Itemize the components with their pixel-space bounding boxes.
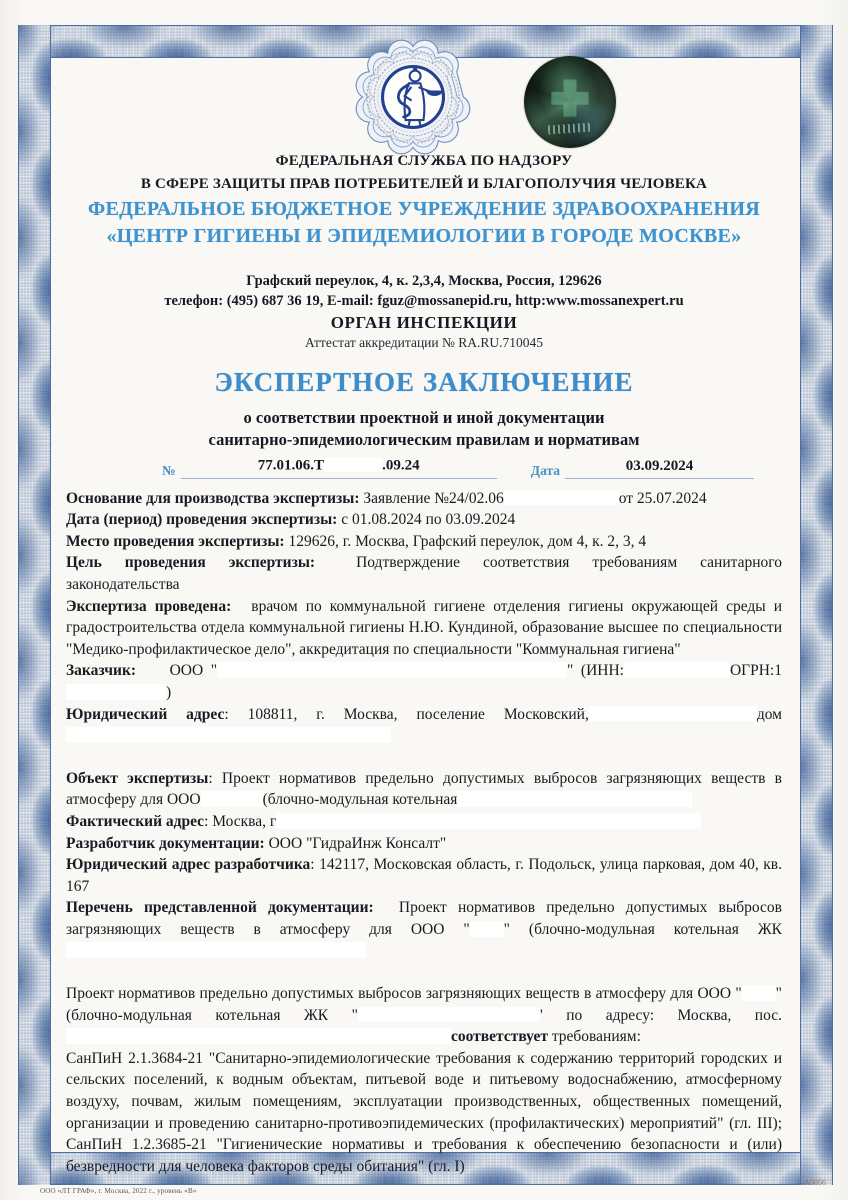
department-title: ОРГАН ИНСПЕКЦИИ: [330, 313, 518, 332]
field-label: Разработчик документации:: [66, 834, 269, 852]
date-field: [565, 458, 754, 479]
document-title: ЭКСПЕРТНОЕ ЗАКЛЮЧЕНИЕ: [214, 367, 634, 397]
field-label: Дата (период) проведения экспертизы:: [66, 511, 342, 529]
field-text: " (блочно-модульная котельная ЖК ": [66, 985, 782, 1024]
field-text: Проект нормативов предельно допустимых выбросов загрязняющих веществ в атмосферу для ООО ": [66, 985, 742, 1003]
number-label: №: [162, 462, 176, 478]
hologram-seal-icon: [524, 56, 616, 148]
org-name-line2: «ЦЕНТР ГИГИЕНЫ И ЭПИДЕМИОЛОГИИ В ГОРОДЕ МОСКВЕ»: [106, 225, 742, 247]
document-subtitle-2: санитарно-эпидемиологическим правилам и нормативам: [208, 430, 640, 449]
field-text: требованиям:: [551, 1028, 641, 1046]
body-paragraph: [66, 768, 782, 811]
agency-name-line1: ФЕДЕРАЛЬНАЯ СЛУЖБА ПО НАДЗОРУ: [275, 153, 573, 169]
body-paragraph: [66, 488, 782, 510]
spacer: [144, 674, 170, 675]
field-text: " (ИНН:: [567, 662, 624, 680]
org-contacts: телефон: (495) 687 36 19, E-mail: fguz@mossanepid.ru, http:www.mossanexpert.ru: [164, 293, 684, 309]
field-text: с 01.08.2024 по 03.09.2024: [341, 511, 516, 529]
redaction-gap: [66, 942, 366, 958]
form-series-code: А5056: [804, 1178, 826, 1187]
redaction-gap: [358, 1007, 540, 1023]
number-field: [181, 457, 497, 479]
body-paragraph: [66, 531, 782, 553]
document-number-block: [162, 457, 497, 479]
field-text: СанПиН 2.1.3684-21 "Санитарно-эпидемиологические требования к содержанию территорий городских и сельских поселений, к водным объектам, питьевой воде и питьевому водоснабжению, атмосферному воздуху, почвам, жилым помещениям, эксплуатации производственных, общественных помещений, организации и проведению санитарно-противоэпидемических (профилактических) мероприятий" (гл. III); СанПиН 1.2.3685-21 "Гигиенические нормативы и требования к обеспечению безопасности и (или) безвредности для человека факторов среды обитания" (гл. I): [66, 1049, 782, 1175]
number-date-row: [162, 457, 754, 479]
field-label: Экспертиза проведена:: [66, 597, 240, 615]
field-label: Перечень представленной документации:: [66, 899, 385, 917]
redaction-gap: [457, 791, 692, 807]
redaction-gap: [201, 791, 263, 807]
field-label: Юридический адрес разработчика: [66, 856, 311, 874]
field-label: Объект экспертизы: [66, 769, 209, 787]
field-text: : Проект нормативов предельно допустимых выбросов загрязняющих веществ в атмосферу для ООО: [66, 769, 782, 809]
field-text: : 108811, г. Москва, поселение Московский,: [224, 705, 589, 723]
field-label: Цель проведения экспертизы:: [66, 554, 339, 572]
field-text: от 25.07.2024: [618, 489, 707, 507]
field-label: Заказчик:: [66, 662, 144, 680]
body-paragraph: [66, 509, 782, 531]
body-paragraph: [66, 704, 782, 747]
redaction-gap: [742, 985, 776, 1001]
body-paragraph: [66, 1048, 782, 1178]
redaction-gap: [66, 727, 391, 743]
field-text: ООО "ГидраИнж Консалт": [268, 834, 447, 852]
field-text: ): [166, 683, 172, 701]
field-label: Место проведения экспертизы:: [66, 532, 289, 550]
field-label: соответствует: [451, 1028, 552, 1046]
body-paragraph: [66, 660, 782, 703]
redaction-gap: [504, 490, 619, 506]
field-text: Проект нормативов предельно допустимых выбросов загрязняющих веществ в атмосферу для ООО ": [66, 899, 783, 938]
body-paragraph: [66, 854, 782, 897]
redaction-gap: [324, 457, 382, 472]
field-text: ' по адресу: Москва, пос.: [539, 1006, 782, 1024]
hygieia-emblem-icon: [350, 34, 476, 160]
document-subtitle-1: о соответствии проектной и иной документации: [243, 408, 605, 427]
date-value: 03.09.2024: [625, 457, 694, 474]
document-content: [66, 58, 782, 1177]
blank-line: [66, 962, 782, 983]
spacer: [385, 911, 399, 912]
spacer: [338, 566, 356, 567]
field-text: " (блочно-модульная котельная ЖК: [503, 920, 782, 938]
field-text: ОГРН:1: [729, 662, 782, 680]
field-text: : 142117, Московская область, г. Подольск, улица парковая, дом 40, кв. 167: [66, 856, 783, 895]
redaction-gap: [66, 684, 166, 700]
field-text: 129626, г. Москва, Графский переулок, дом 4, к. 2, 3, 4: [288, 532, 647, 550]
body-paragraph: [66, 552, 782, 595]
body-paragraph: [66, 897, 782, 962]
guilloche-border-left: [18, 25, 51, 1185]
guilloche-border-right: [800, 25, 833, 1185]
redaction-gap: [470, 921, 504, 937]
printer-fine-print: ООО «ЛТ ГРАФ», г. Москва, 2022 г., уровень «В»: [40, 1187, 197, 1195]
accreditation-line: Аттестат аккредитации № RA.RU.710045: [304, 335, 544, 350]
field-text: Подтверждение соответствия требованиям санитарного законодательства: [66, 554, 782, 593]
field-text: Заявление №24/02.06: [363, 489, 504, 507]
document-date-block: [531, 457, 754, 479]
redaction-gap: [66, 1028, 451, 1044]
org-name-line1: ФЕДЕРАЛЬНОЕ БЮДЖЕТНОЕ УЧРЕЖДЕНИЕ ЗДРАВООХРАНЕНИЯ: [88, 198, 760, 220]
redaction-gap: [217, 662, 567, 678]
body-paragraph: [66, 811, 782, 833]
field-text: : Москва, г: [204, 812, 277, 830]
org-address: Графский переулок, 4, к. 2,3,4, Москва, Россия, 129626: [246, 273, 602, 289]
redaction-gap: [589, 706, 757, 722]
redaction-gap: [276, 813, 701, 829]
spacer: [239, 610, 251, 611]
redaction-gap: [624, 662, 730, 678]
body-paragraphs: [66, 488, 782, 1178]
date-label: Дата: [530, 462, 561, 478]
field-text: (блочно-модульная котельная: [262, 791, 458, 809]
field-text: врачом по коммунальной гигиене отделения гигиены окружающей среды и градостроительства отдела коммунальной гигиены Н.Ю. Кундиной, образование высшее по специальности "Медико-профилактическое дело", аккредитация по специальности "Коммунальная гигиена": [66, 597, 782, 658]
field-label: Юридический адрес: [66, 705, 225, 723]
body-paragraph: [66, 833, 782, 855]
number-value: 77.01.06.Т: [257, 457, 325, 474]
field-text: ООО ": [169, 662, 218, 680]
body-paragraph: [66, 596, 782, 661]
agency-name-line2: В СФЕРЕ ЗАЩИТЫ ПРАВ ПОТРЕБИТЕЛЕЙ И БЛАГОПОЛУЧИЯ ЧЕЛОВЕКА: [140, 176, 708, 192]
field-label: Фактический адрес: [66, 812, 205, 830]
field-text: дом: [756, 705, 782, 723]
blank-line: [66, 747, 782, 768]
number-suffix: .09.24: [382, 457, 420, 474]
field-label: Основание для производства экспертизы:: [66, 489, 364, 507]
body-paragraph: [66, 983, 782, 1048]
